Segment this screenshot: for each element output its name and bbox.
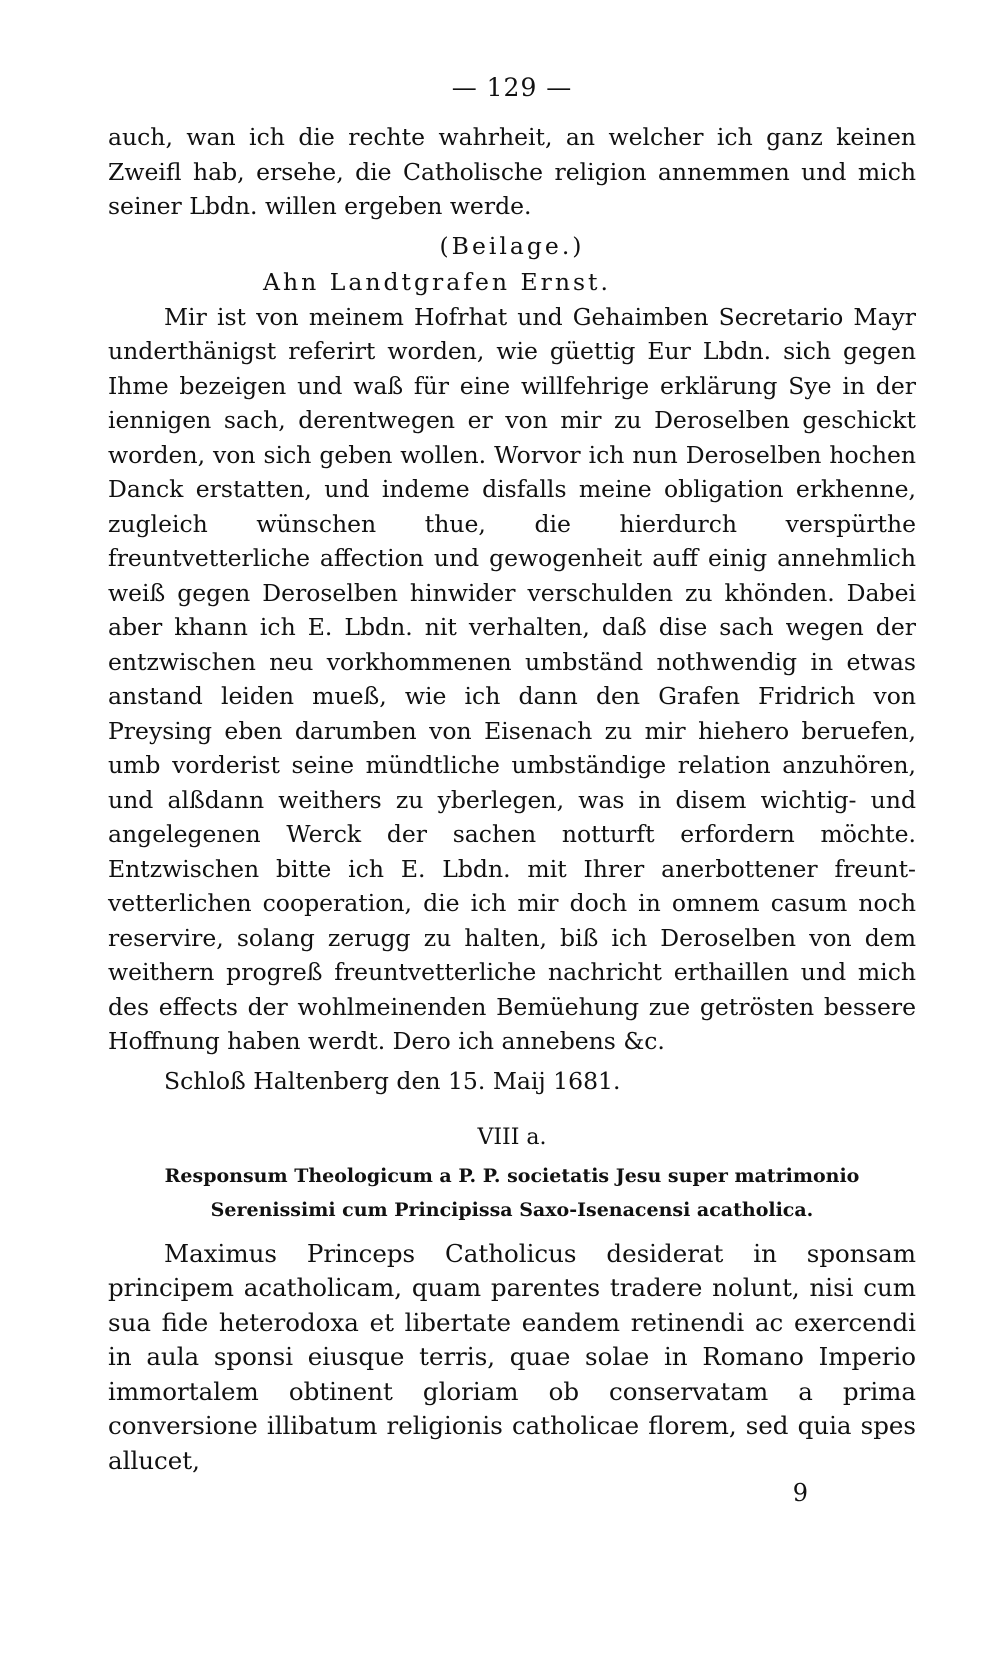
document-page xyxy=(108,68,916,1628)
section-number: VIII a. xyxy=(477,1124,547,1150)
section-title xyxy=(108,1159,916,1227)
enclosure-label: (Beilage.) xyxy=(439,231,585,260)
latin-body: Maximus Princeps Catholicus desiderat in sponsam principem acatholicam, quam parentes tradere nolunt, nisi cum sua fide heterodoxa et libertate eandem retinendi ac exercendi in aula sponsi eiusque terris, quae solae in Romano Imperio immortalem obtinent gloriam ob conservatam a prima conversione illibatum religionis catholicae florem, sed quia spes allucet, xyxy=(108,1238,916,1476)
section-title-line-1: Responsum Theologicum a P. P. societatis Jesu super matrimonio xyxy=(164,1164,860,1187)
letter-addressee: Ahn Landtgrafen Ernst. xyxy=(263,267,611,296)
signature-mark: 9 xyxy=(792,1478,808,1507)
letter-body: Mir ist von meinem Hofrhat und Gehaimben Secretario Mayr underthänigst referirt worden, wie güettig Eur Lbdn. sich gegen Ihme bezeigen und waß für eine willfehrige erklärung Sye in der iennigen sach, derentwegen er von mir zu Deroselben geschickt worden, von sich geben wollen. Worvor ich nun Deroselben hochen Danck erstatten, und indeme disfalls meine obligation erkhenne, zugleich wünschen thue, die hierdurch verspürthe freuntvetterliche affection und gewogenheit auff einig annehmlich weiß gegen Deroselben hinwider verschulden zu khönden. Dabei aber khann ich E. Lbdn. nit verhalten, daß dise sach wegen der entzwischen neu vorkhommenen umbständ nothwendig in etwas anstand leiden mueß, wie ich dann den Grafen Fridrich von Preysing eben darumben von Eisenach zu mir hiehero beruefen, umb vorderist seine mündtliche umbständige relation anzuhören, und alßdann weithers zu yberlegen, was in disem wichtig- und angelegenen Werck der sachen notturft erfordern möchte. Entzwischen bitte ich E. Lbdn. mit Ihrer anerbottener freunt-vetterlichen cooperation, die ich mir doch in omnem casum noch reservire, solang zerugg zu halten, biß ich Deroselben von dem weithern progreß freuntvetterliche nachricht erthaillen und mich des effects der wohlmeinenden Bemüehung zue getrösten bessere Hoffnung haben werdt. Dero ich annebens &c. xyxy=(108,302,916,1055)
section-title-line-2: Serenissimi cum Principissa Saxo-Isenacensi acatholica. xyxy=(210,1198,814,1221)
letter-place-date: Schloß Haltenberg den 15. Maij 1681. xyxy=(164,1066,621,1095)
page-number: — 129 — xyxy=(451,73,573,102)
continuation-paragraph: auch, wan ich die rechte wahrheit, an welcher ich ganz keinen Zweifl hab, ersehe, die Catholische religion annemmen und mich seiner Lbdn. willen ergeben werde. xyxy=(108,123,916,220)
